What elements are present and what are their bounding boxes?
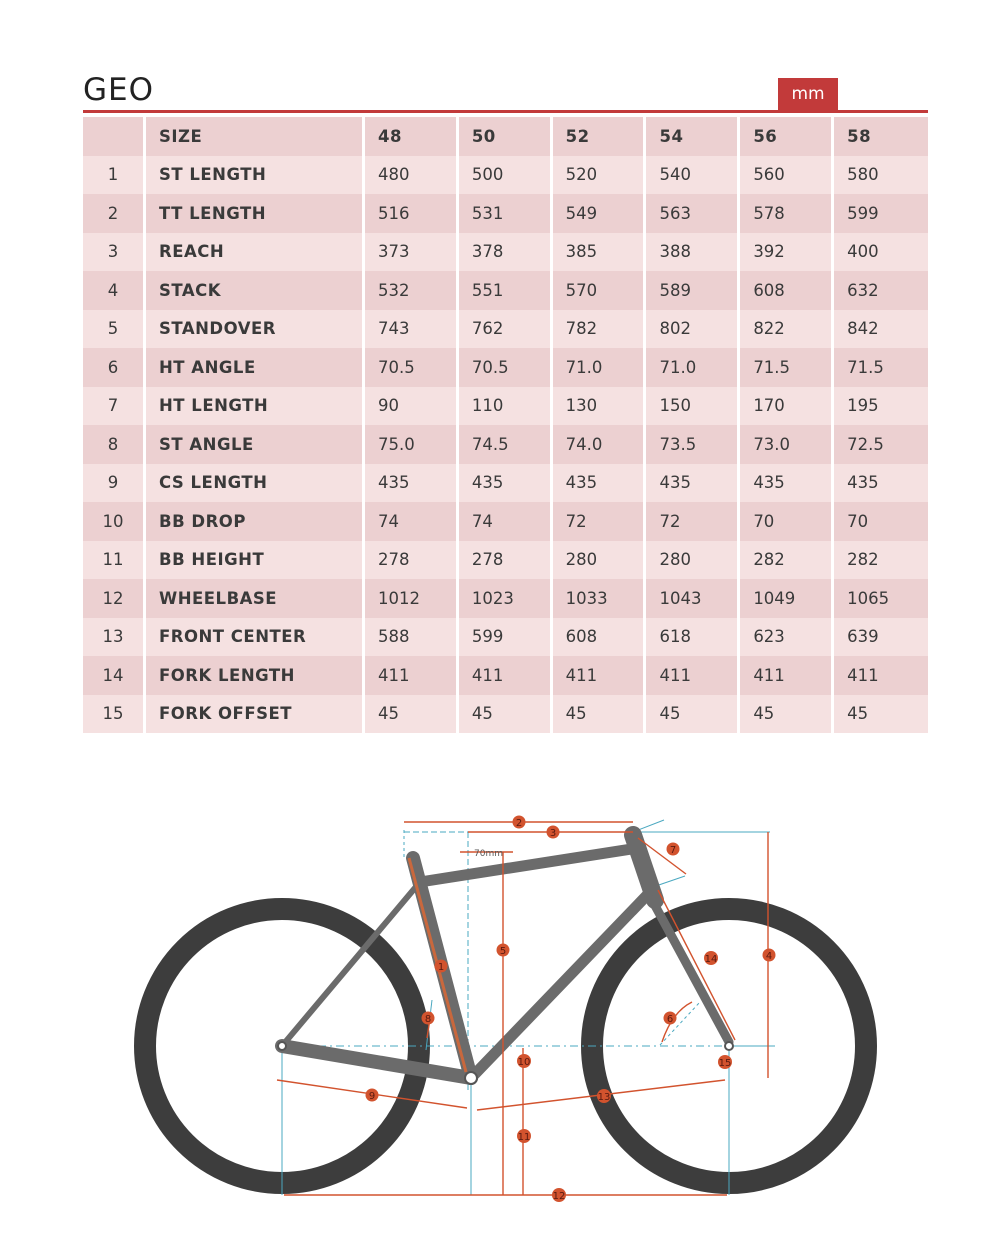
row-label: REACH bbox=[146, 233, 365, 272]
row-value: 435 bbox=[365, 464, 459, 503]
row-value: 599 bbox=[834, 194, 928, 233]
row-value: 411 bbox=[740, 656, 834, 695]
row-value: 608 bbox=[740, 271, 834, 310]
row-value: 411 bbox=[365, 656, 459, 695]
row-label: STACK bbox=[146, 271, 365, 310]
row-value: 90 bbox=[365, 387, 459, 426]
row-value: 74 bbox=[459, 502, 553, 541]
row-value: 45 bbox=[553, 695, 647, 734]
row-value: 400 bbox=[834, 233, 928, 272]
header-size-56: 56 bbox=[740, 117, 834, 156]
table-row bbox=[83, 579, 928, 618]
row-value: 618 bbox=[646, 618, 740, 657]
row-value: 842 bbox=[834, 310, 928, 349]
row-value: 623 bbox=[740, 618, 834, 657]
row-index: 4 bbox=[83, 271, 146, 310]
row-value: 45 bbox=[646, 695, 740, 734]
row-value: 1033 bbox=[553, 579, 647, 618]
row-value: 608 bbox=[553, 618, 647, 657]
geometry-table bbox=[83, 117, 928, 733]
row-index: 5 bbox=[83, 310, 146, 349]
row-index: 3 bbox=[83, 233, 146, 272]
row-value: 392 bbox=[740, 233, 834, 272]
row-value: 195 bbox=[834, 387, 928, 426]
marker-13 bbox=[597, 1089, 611, 1103]
svg-text:13: 13 bbox=[597, 1092, 611, 1103]
svg-text:5: 5 bbox=[499, 946, 507, 957]
svg-text:10: 10 bbox=[517, 1057, 531, 1068]
header-size-50: 50 bbox=[459, 117, 553, 156]
row-value: 71.5 bbox=[834, 348, 928, 387]
row-value: 74.0 bbox=[553, 425, 647, 464]
row-value: 1012 bbox=[365, 579, 459, 618]
row-index: 11 bbox=[83, 541, 146, 580]
table-row bbox=[83, 233, 928, 272]
svg-text:12: 12 bbox=[552, 1191, 566, 1202]
row-value: 563 bbox=[646, 194, 740, 233]
row-label: FORK LENGTH bbox=[146, 656, 365, 695]
table-row bbox=[83, 502, 928, 541]
unit-badge: mm bbox=[778, 78, 838, 110]
row-label: BB HEIGHT bbox=[146, 541, 365, 580]
row-index: 7 bbox=[83, 387, 146, 426]
marker-15 bbox=[718, 1055, 732, 1069]
row-label: HT LENGTH bbox=[146, 387, 365, 426]
row-value: 632 bbox=[834, 271, 928, 310]
row-value: 75.0 bbox=[365, 425, 459, 464]
header-index-cell bbox=[83, 117, 146, 156]
table-row bbox=[83, 156, 928, 195]
row-value: 411 bbox=[834, 656, 928, 695]
row-label: FRONT CENTER bbox=[146, 618, 365, 657]
marker-5 bbox=[497, 944, 510, 958]
row-value: 70 bbox=[740, 502, 834, 541]
marker-7 bbox=[667, 843, 680, 857]
table-row bbox=[83, 194, 928, 233]
row-index: 10 bbox=[83, 502, 146, 541]
svg-text:7: 7 bbox=[669, 845, 677, 856]
row-value: 110 bbox=[459, 387, 553, 426]
row-index: 8 bbox=[83, 425, 146, 464]
row-value: 71.5 bbox=[740, 348, 834, 387]
row-value: 435 bbox=[459, 464, 553, 503]
svg-text:11: 11 bbox=[517, 1132, 531, 1143]
marker-9 bbox=[366, 1089, 379, 1103]
marker-6 bbox=[664, 1012, 677, 1026]
row-value: 588 bbox=[365, 618, 459, 657]
row-index: 15 bbox=[83, 695, 146, 734]
row-value: 378 bbox=[459, 233, 553, 272]
row-value: 1023 bbox=[459, 579, 553, 618]
row-label: TT LENGTH bbox=[146, 194, 365, 233]
table-header-row bbox=[83, 117, 928, 156]
marker-12 bbox=[552, 1188, 566, 1202]
offset-label: 70mm bbox=[474, 849, 503, 859]
header-size-58: 58 bbox=[834, 117, 928, 156]
row-value: 411 bbox=[459, 656, 553, 695]
row-value: 385 bbox=[553, 233, 647, 272]
row-value: 45 bbox=[740, 695, 834, 734]
row-index: 6 bbox=[83, 348, 146, 387]
row-value: 532 bbox=[365, 271, 459, 310]
svg-text:3: 3 bbox=[549, 828, 557, 839]
row-value: 435 bbox=[646, 464, 740, 503]
row-value: 150 bbox=[646, 387, 740, 426]
row-value: 71.0 bbox=[646, 348, 740, 387]
row-value: 45 bbox=[365, 695, 459, 734]
row-value: 72.5 bbox=[834, 425, 928, 464]
row-value: 411 bbox=[646, 656, 740, 695]
row-index: 12 bbox=[83, 579, 146, 618]
rear-dropout bbox=[278, 1042, 286, 1050]
row-value: 70.5 bbox=[365, 348, 459, 387]
row-value: 71.0 bbox=[553, 348, 647, 387]
row-value: 802 bbox=[646, 310, 740, 349]
row-value: 130 bbox=[553, 387, 647, 426]
row-value: 580 bbox=[834, 156, 928, 195]
row-value: 551 bbox=[459, 271, 553, 310]
marker-3 bbox=[547, 826, 560, 840]
row-value: 373 bbox=[365, 233, 459, 272]
row-label: HT ANGLE bbox=[146, 348, 365, 387]
table-row bbox=[83, 271, 928, 310]
row-value: 73.0 bbox=[740, 425, 834, 464]
header-size-48: 48 bbox=[365, 117, 459, 156]
row-value: 1043 bbox=[646, 579, 740, 618]
row-value: 388 bbox=[646, 233, 740, 272]
row-value: 73.5 bbox=[646, 425, 740, 464]
row-value: 72 bbox=[553, 502, 647, 541]
table-row bbox=[83, 656, 928, 695]
row-value: 45 bbox=[459, 695, 553, 734]
row-value: 278 bbox=[365, 541, 459, 580]
row-value: 549 bbox=[553, 194, 647, 233]
row-value: 822 bbox=[740, 310, 834, 349]
row-value: 280 bbox=[646, 541, 740, 580]
row-label: STANDOVER bbox=[146, 310, 365, 349]
bottom-bracket bbox=[465, 1072, 477, 1084]
row-label: ST ANGLE bbox=[146, 425, 365, 464]
row-value: 45 bbox=[834, 695, 928, 734]
row-value: 280 bbox=[553, 541, 647, 580]
marker-14 bbox=[704, 951, 718, 965]
row-value: 411 bbox=[553, 656, 647, 695]
svg-text:6: 6 bbox=[666, 1014, 674, 1025]
row-value: 72 bbox=[646, 502, 740, 541]
table-row bbox=[83, 310, 928, 349]
svg-text:14: 14 bbox=[704, 954, 718, 965]
row-value: 1049 bbox=[740, 579, 834, 618]
row-value: 578 bbox=[740, 194, 834, 233]
row-value: 599 bbox=[459, 618, 553, 657]
header-size-52: 52 bbox=[553, 117, 647, 156]
row-label: ST LENGTH bbox=[146, 156, 365, 195]
row-index: 13 bbox=[83, 618, 146, 657]
marker-4 bbox=[763, 949, 776, 963]
row-value: 435 bbox=[834, 464, 928, 503]
marker-10 bbox=[517, 1054, 531, 1068]
svg-text:8: 8 bbox=[424, 1014, 432, 1025]
row-index: 9 bbox=[83, 464, 146, 503]
row-value: 560 bbox=[740, 156, 834, 195]
row-value: 540 bbox=[646, 156, 740, 195]
row-label: WHEELBASE bbox=[146, 579, 365, 618]
table-row bbox=[83, 348, 928, 387]
row-value: 762 bbox=[459, 310, 553, 349]
row-value: 782 bbox=[553, 310, 647, 349]
table-row bbox=[83, 387, 928, 426]
svg-text:9: 9 bbox=[368, 1091, 376, 1102]
row-value: 282 bbox=[740, 541, 834, 580]
row-value: 435 bbox=[740, 464, 834, 503]
row-value: 520 bbox=[553, 156, 647, 195]
row-value: 500 bbox=[459, 156, 553, 195]
front-dropout bbox=[725, 1042, 733, 1050]
row-value: 570 bbox=[553, 271, 647, 310]
row-label: FORK OFFSET bbox=[146, 695, 365, 734]
table-row bbox=[83, 464, 928, 503]
row-label: CS LENGTH bbox=[146, 464, 365, 503]
row-value: 278 bbox=[459, 541, 553, 580]
row-value: 516 bbox=[365, 194, 459, 233]
svg-text:4: 4 bbox=[765, 951, 773, 962]
table-row bbox=[83, 425, 928, 464]
row-value: 70 bbox=[834, 502, 928, 541]
row-value: 531 bbox=[459, 194, 553, 233]
page-title: GEO bbox=[83, 72, 155, 108]
row-value: 480 bbox=[365, 156, 459, 195]
row-label: BB DROP bbox=[146, 502, 365, 541]
row-value: 435 bbox=[553, 464, 647, 503]
row-index: 2 bbox=[83, 194, 146, 233]
svg-text:15: 15 bbox=[718, 1058, 732, 1069]
row-value: 743 bbox=[365, 310, 459, 349]
row-value: 74.5 bbox=[459, 425, 553, 464]
table-row bbox=[83, 695, 928, 734]
svg-text:2: 2 bbox=[515, 818, 523, 829]
header-size-label: SIZE bbox=[146, 117, 365, 156]
title-divider bbox=[83, 110, 928, 113]
row-value: 74 bbox=[365, 502, 459, 541]
row-index: 1 bbox=[83, 156, 146, 195]
row-value: 589 bbox=[646, 271, 740, 310]
svg-text:1: 1 bbox=[437, 962, 445, 973]
marker-2 bbox=[513, 816, 526, 830]
row-value: 1065 bbox=[834, 579, 928, 618]
header-size-54: 54 bbox=[646, 117, 740, 156]
row-value: 70.5 bbox=[459, 348, 553, 387]
marker-11 bbox=[517, 1129, 531, 1143]
row-index: 14 bbox=[83, 656, 146, 695]
table-row bbox=[83, 541, 928, 580]
row-value: 170 bbox=[740, 387, 834, 426]
table-row bbox=[83, 618, 928, 657]
row-value: 639 bbox=[834, 618, 928, 657]
geometry-table-body bbox=[83, 117, 928, 733]
bike-geometry-diagram bbox=[0, 790, 1000, 1230]
row-value: 282 bbox=[834, 541, 928, 580]
